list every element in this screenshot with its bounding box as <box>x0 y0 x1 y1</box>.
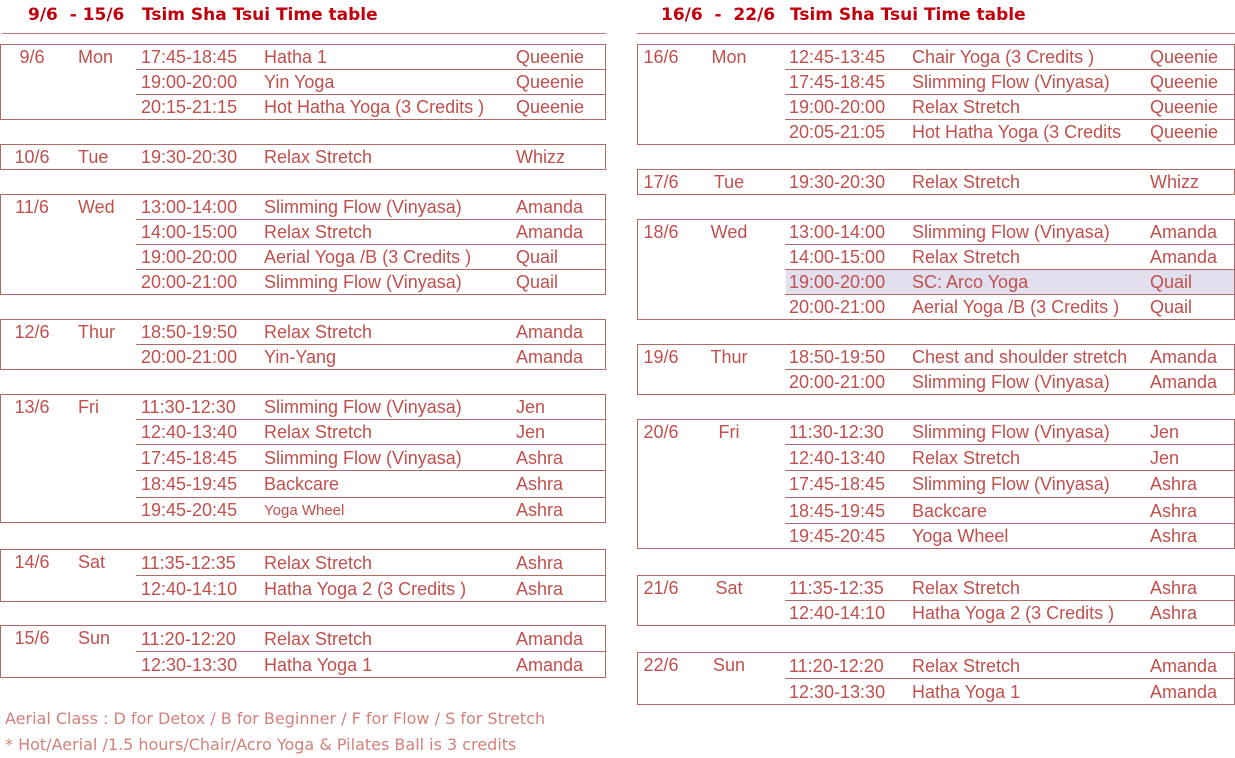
class-time: 19:00-20:00 <box>789 97 886 117</box>
class-teacher: Whizz <box>516 147 565 167</box>
class-time: 20:15-21:15 <box>141 97 238 117</box>
class-name: Relax Stretch <box>912 97 1021 117</box>
class-row <box>0 244 606 269</box>
day-name: Fri <box>78 397 99 417</box>
class-name: Hatha 1 <box>264 47 328 67</box>
class-time: 20:05-21:05 <box>789 122 886 142</box>
class-teacher: Amanda <box>516 347 584 367</box>
day-date: 14/6 <box>14 552 50 572</box>
class-teacher: Amanda <box>1150 247 1218 267</box>
day-date: 15/6 <box>14 628 50 648</box>
class-teacher: Amanda <box>1150 656 1218 676</box>
class-time: 12:40-14:10 <box>141 579 238 599</box>
class-time: 20:00-21:00 <box>141 272 238 292</box>
class-row <box>637 523 1235 548</box>
class-time: 17:45-18:45 <box>789 72 886 92</box>
class-time: 17:45-18:45 <box>141 47 238 67</box>
class-row <box>0 497 606 522</box>
class-time: 11:20-12:20 <box>789 656 884 676</box>
class-teacher: Ashra <box>516 474 564 494</box>
class-teacher: Jen <box>1150 448 1180 468</box>
class-name: Relax Stretch <box>264 629 373 649</box>
class-row <box>0 194 606 219</box>
day-date: 11/6 <box>15 197 49 217</box>
class-name: Slimming Flow (Vinyasa) <box>912 474 1110 494</box>
day-date: 10/6 <box>14 147 50 167</box>
class-teacher: Quail <box>1150 272 1193 292</box>
class-time: 13:00-14:00 <box>141 197 238 217</box>
class-teacher: Whizz <box>1150 172 1199 192</box>
day-name: Sun <box>78 628 111 648</box>
class-name: Relax Stretch <box>264 322 373 342</box>
class-row <box>0 144 606 169</box>
day-name: Sat <box>715 578 743 598</box>
class-teacher: Quail <box>1150 297 1193 317</box>
day-name: Fri <box>718 422 740 442</box>
class-teacher: Queenie <box>516 47 585 67</box>
class-teacher: Amanda <box>1150 347 1218 367</box>
class-teacher: Ashra <box>1150 578 1198 598</box>
class-teacher: Amanda <box>516 655 584 675</box>
class-row <box>0 319 606 344</box>
class-time: 18:50-19:50 <box>141 322 238 342</box>
class-teacher: Amanda <box>1150 222 1218 242</box>
class-row <box>0 444 606 470</box>
class-name: Slimming Flow (Vinyasa) <box>912 222 1110 242</box>
day-name: Sun <box>712 655 746 675</box>
class-teacher: Queenie <box>1150 97 1219 117</box>
class-row <box>637 44 1235 69</box>
class-teacher: Ashra <box>516 553 564 573</box>
class-teacher: Jen <box>516 397 546 417</box>
class-name: Slimming Flow (Vinyasa) <box>912 72 1110 92</box>
class-name: Relax Stretch <box>912 578 1021 598</box>
class-time: 11:30-12:30 <box>141 397 236 417</box>
class-name: Chest and shoulder stretch <box>912 347 1128 367</box>
class-name: Relax Stretch <box>264 222 373 242</box>
class-teacher: Queenie <box>1150 122 1219 142</box>
class-time: 13:00-14:00 <box>789 222 886 242</box>
class-time: 20:00-21:00 <box>789 372 886 392</box>
class-row <box>637 470 1235 497</box>
class-time: 19:00-20:00 <box>141 247 238 267</box>
class-teacher: Amanda <box>1150 682 1218 702</box>
class-row <box>637 600 1235 625</box>
day-date: 13/6 <box>14 397 50 417</box>
day-date: 17/6 <box>643 172 679 192</box>
class-time: 17:45-18:45 <box>141 448 238 468</box>
class-teacher: Queenie <box>516 72 585 92</box>
class-name: Slimming Flow (Vinyasa) <box>912 372 1110 392</box>
class-time: 19:00-20:00 <box>141 72 238 92</box>
day-name: Thur <box>78 322 116 342</box>
timetable-header <box>28 5 634 29</box>
timetable-header <box>661 5 1235 29</box>
class-row <box>637 497 1235 523</box>
class-name: Hatha Yoga 1 <box>264 655 373 675</box>
class-row <box>0 269 606 294</box>
class-name: Relax Stretch <box>912 172 1021 192</box>
class-row <box>0 575 606 601</box>
header-divider <box>2 33 606 34</box>
day-date: 12/6 <box>14 322 50 342</box>
class-name: Relax Stretch <box>264 553 373 573</box>
class-time: 12:40-13:40 <box>789 448 886 468</box>
class-name: Slimming Flow (Vinyasa) <box>264 448 462 468</box>
class-teacher: Quail <box>516 247 559 267</box>
class-name: Slimming Flow (Vinyasa) <box>264 272 462 292</box>
class-time: 17:45-18:45 <box>789 474 886 494</box>
class-teacher: Ashra <box>1150 603 1198 623</box>
class-time: 11:35-12:35 <box>789 578 884 598</box>
class-time: 11:35-12:35 <box>141 553 236 573</box>
note-credits: * Hot/Aerial /1.5 hours/Chair/Acro Yoga & Pilates Ball is 3 credits <box>5 735 517 754</box>
day-date: 20/6 <box>643 422 679 442</box>
class-time: 19:30-20:30 <box>789 172 886 192</box>
class-row <box>637 444 1235 470</box>
class-name: SC: Arco Yoga <box>912 272 1029 292</box>
day-name: Tue <box>78 147 109 167</box>
class-teacher: Ashra <box>516 500 564 520</box>
class-time: 20:00-21:00 <box>789 297 886 317</box>
class-name: Relax Stretch <box>912 448 1021 468</box>
class-name: Aerial Yoga /B (3 Credits ) <box>264 247 472 267</box>
class-teacher: Amanda <box>516 629 584 649</box>
class-name: Backcare <box>264 474 340 494</box>
class-name: Hatha Yoga 2 (3 Credits ) <box>912 603 1115 623</box>
class-time: 20:00-21:00 <box>141 347 238 367</box>
class-name: Hatha Yoga 1 <box>912 682 1021 702</box>
day-date: 21/6 <box>643 578 679 598</box>
class-row <box>637 269 1235 294</box>
class-row <box>0 394 606 419</box>
class-time: 12:45-13:45 <box>789 47 886 67</box>
class-row <box>637 69 1235 94</box>
day-name: Wed <box>78 197 115 217</box>
timetable-title: Tsim Sha Tsui Time table <box>142 5 378 25</box>
class-row <box>637 419 1235 444</box>
class-row <box>0 419 606 444</box>
week-date-range: 16/6 - 22/6 <box>661 5 776 25</box>
class-name: Backcare <box>912 501 988 521</box>
class-name: Relax Stretch <box>912 247 1021 267</box>
class-time: 11:20-12:20 <box>141 629 236 649</box>
note-aerial-class: Aerial Class : D for Detox / B for Beginner / F for Flow / S for Stretch <box>5 709 546 728</box>
header-divider <box>637 33 1235 34</box>
day-name: Tue <box>713 172 745 192</box>
class-teacher: Queenie <box>1150 47 1219 67</box>
class-teacher: Amanda <box>1150 372 1218 392</box>
class-name: Chair Yoga (3 Credits ) <box>912 47 1095 67</box>
class-row <box>0 625 606 651</box>
class-time: 14:00-15:00 <box>141 222 238 242</box>
class-row <box>0 44 606 69</box>
class-time: 12:40-13:40 <box>141 422 238 442</box>
class-row <box>0 470 606 497</box>
week-date-range: 9/6 - 15/6 <box>28 5 125 25</box>
class-row <box>637 244 1235 269</box>
class-row <box>0 94 606 119</box>
day-name: Thur <box>710 347 748 367</box>
class-name: Slimming Flow (Vinyasa) <box>264 397 462 417</box>
class-time: 19:00-20:00 <box>789 272 886 292</box>
class-teacher: Ashra <box>1150 501 1198 521</box>
class-time: 11:30-12:30 <box>789 422 884 442</box>
class-teacher: Ashra <box>1150 474 1198 494</box>
class-name: Relax Stretch <box>264 422 373 442</box>
class-teacher: Jen <box>516 422 546 442</box>
class-name: Slimming Flow (Vinyasa) <box>912 422 1110 442</box>
class-name: Yin Yoga <box>264 72 335 92</box>
class-row <box>637 169 1235 194</box>
day-date: 22/6 <box>643 655 679 675</box>
class-teacher: Ashra <box>516 448 564 468</box>
class-teacher: Ashra <box>516 579 564 599</box>
day-date: 18/6 <box>643 222 679 242</box>
class-name: Yin-Yang <box>264 347 337 367</box>
class-name: Hot Hatha Yoga (3 Credits <box>912 122 1122 142</box>
day-date: 16/6 <box>643 47 679 67</box>
class-row <box>637 119 1235 144</box>
class-row <box>0 549 606 575</box>
class-time: 12:40-14:10 <box>789 603 886 623</box>
class-teacher: Ashra <box>1150 526 1198 546</box>
class-time: 19:45-20:45 <box>141 500 238 520</box>
class-row <box>637 652 1235 678</box>
class-time: 18:45-19:45 <box>141 474 238 494</box>
class-name: Hot Hatha Yoga (3 Credits ) <box>264 97 485 117</box>
class-row <box>0 69 606 94</box>
class-teacher: Queenie <box>516 97 585 117</box>
class-row <box>637 219 1235 244</box>
class-time: 14:00-15:00 <box>789 247 886 267</box>
class-time: 12:30-13:30 <box>789 682 886 702</box>
class-row <box>637 575 1235 600</box>
class-name: Relax Stretch <box>264 147 373 167</box>
class-row <box>637 294 1235 319</box>
class-teacher: Queenie <box>1150 72 1219 92</box>
class-row <box>637 678 1235 704</box>
class-row <box>0 344 606 369</box>
class-row <box>0 651 606 677</box>
class-row <box>0 219 606 244</box>
class-row <box>637 344 1235 369</box>
class-name: Yoga Wheel <box>912 526 1009 546</box>
class-teacher: Amanda <box>516 322 584 342</box>
class-time: 19:30-20:30 <box>141 147 238 167</box>
day-name: Mon <box>78 47 114 67</box>
class-time: 19:45-20:45 <box>789 526 886 546</box>
day-date: 19/6 <box>643 347 679 367</box>
class-name: Yoga Wheel <box>264 502 345 519</box>
class-teacher: Quail <box>516 272 559 292</box>
class-row <box>637 369 1235 394</box>
class-time: 12:30-13:30 <box>141 655 238 675</box>
class-name: Aerial Yoga /B (3 Credits ) <box>912 297 1120 317</box>
class-teacher: Amanda <box>516 197 584 217</box>
class-teacher: Jen <box>1150 422 1180 442</box>
notes <box>5 706 545 758</box>
class-teacher: Amanda <box>516 222 584 242</box>
class-name: Slimming Flow (Vinyasa) <box>264 197 462 217</box>
class-row <box>637 94 1235 119</box>
timetable-title: Tsim Sha Tsui Time table <box>790 5 1026 25</box>
class-time: 18:50-19:50 <box>789 347 886 367</box>
class-time: 18:45-19:45 <box>789 501 886 521</box>
class-name: Relax Stretch <box>912 656 1021 676</box>
day-name: Wed <box>710 222 748 242</box>
day-name: Sat <box>78 552 106 572</box>
day-date: 9/6 <box>19 47 45 67</box>
day-name: Mon <box>711 47 747 67</box>
class-name: Hatha Yoga 2 (3 Credits ) <box>264 579 467 599</box>
